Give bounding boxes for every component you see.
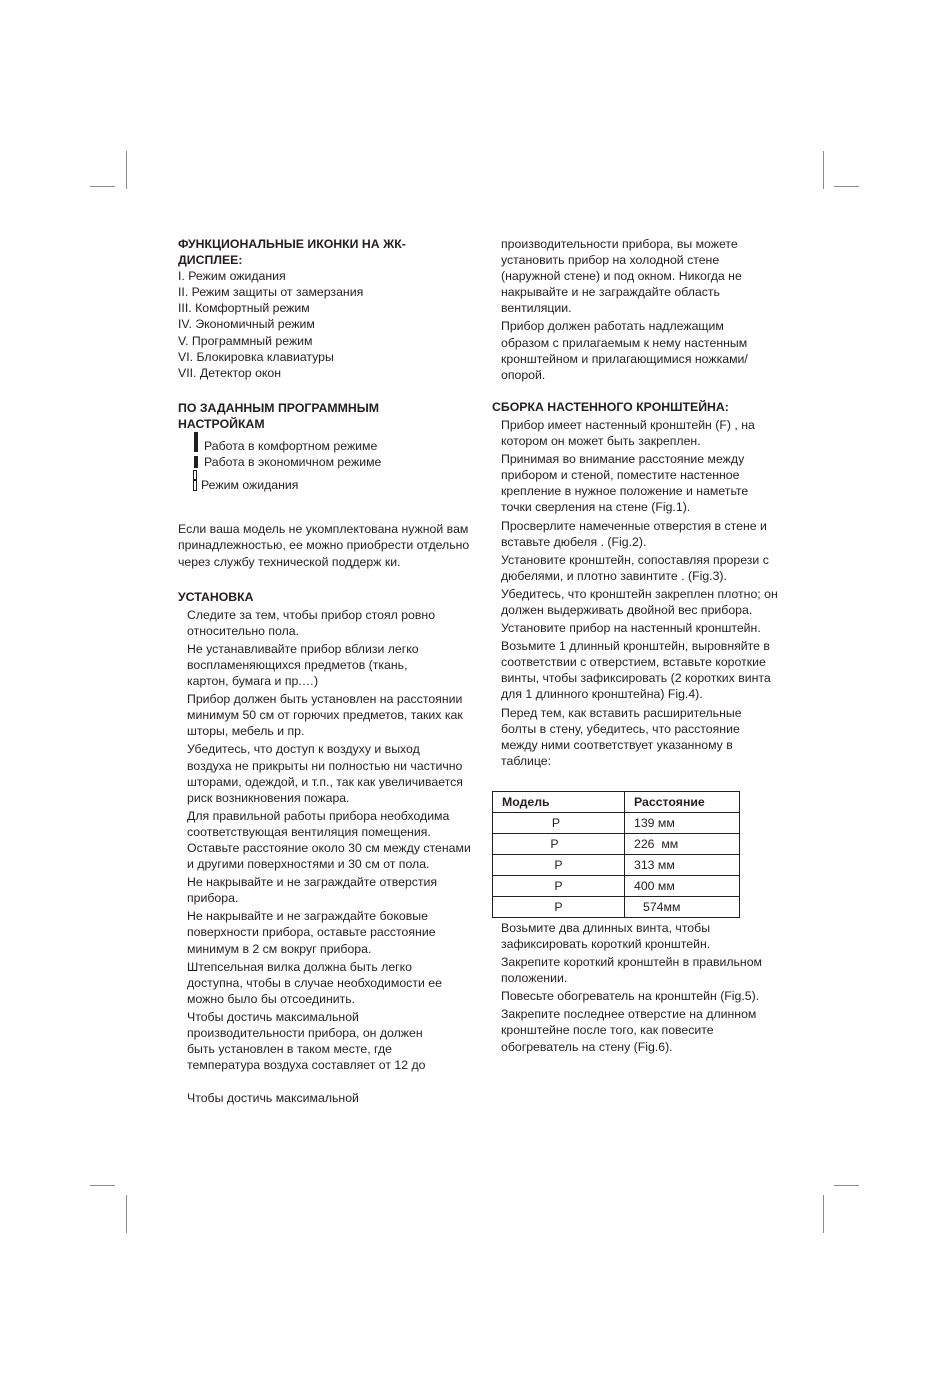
continuation-paragraph: производительности прибора, вы можете установить прибор на холодной стене (наружной стене) и под окном. Никогда не накрывайте и не заграждайте область вентиляции. — [501, 237, 742, 316]
table-cell-model: P — [493, 896, 625, 917]
bracket-paragraph: Установите кронштейн, сопоставляя прорези с дюбелями, и плотно завинтите . (Fig.3). — [501, 552, 769, 583]
lcd-icon-item: III. Комфортный режим — [178, 301, 310, 316]
lcd-icon-item: IV. Экономичный режим — [178, 317, 315, 332]
crop-mark-bottom-right-vertical — [823, 1195, 824, 1233]
bracket-paragraph: Установите прибор на настенный кронштейн. — [501, 621, 761, 636]
table-cell-distance: 313 мм — [625, 854, 740, 875]
installation-paragraph: Не устанавливайте прибор вблизи легко воспламеняющихся предметов (ткань, картон, бумага и пр.…) — [187, 641, 419, 689]
table-cell-distance: 574мм — [625, 896, 740, 917]
crop-mark-top-left-vertical — [126, 151, 127, 189]
table-cell-distance: 226 мм — [625, 833, 740, 854]
lcd-icon-item: VI. Блокировка клавиатуры — [178, 349, 334, 364]
table-header-row — [493, 791, 740, 812]
after-table-paragraph: Повесьте обогреватель на кронштейн (Fig.5). — [501, 989, 760, 1004]
table-cell-model: P — [493, 854, 625, 875]
bracket-paragraph: Принимая во внимание расстояние между прибором и стеной, поместите настенное крепление в нужное положение и наметьте точки сверления на стене (Fig.1). — [501, 452, 749, 515]
spacer — [178, 570, 478, 589]
outline-bar-icon — [193, 470, 197, 480]
installation-paragraph: Убедитесь, что доступ к воздуху и выход воздуха не прикрыты ни полностью ни частично шторами, одеждой, и т.п., так как увеличивается риск возникновения пожара. — [187, 742, 463, 805]
continuation-paragraphs — [492, 236, 792, 383]
spacer — [492, 385, 792, 399]
lcd-icon-item: I. Режим ожидания — [178, 269, 286, 284]
tall-dark-bar-icon — [194, 432, 198, 452]
installation-trailing-text: Чтобы достичь максимальной — [187, 1091, 359, 1106]
bracket-paragraph: Убедитесь, что кронштейн закреплен плотно; он должен выдерживать двойной вес прибора. — [501, 586, 778, 617]
crop-mark-bottom-right-horizontal — [834, 1185, 859, 1186]
crop-mark-bottom-left-horizontal — [90, 1185, 115, 1186]
table-header-model: Модель — [493, 791, 625, 812]
bracket-paragraph: Прибор имеет настенный кронштейн (F) , на котором он может быть закреплен. — [501, 417, 755, 449]
bracket-paragraph: Просверлите намеченные отверстия в стене и вставьте дюбеля . (Fig.2). — [501, 518, 767, 549]
installation-paragraph: Не накрывайте и не заграждайте боковые поверхности прибора, оставьте расстояние минимум в 2 см вокруг прибора. — [187, 909, 436, 956]
dark-bar-icon — [194, 456, 198, 468]
installation-paragraph: Не накрывайте и не заграждайте отверстия прибора. — [187, 875, 438, 906]
program-mode-item — [178, 438, 478, 454]
program-mode-label: Работа в комфортном режиме — [204, 439, 378, 454]
bracket-paragraph: Возьмите 1 длинный кронштейн, выровняйте в соответствии с отверстием, вставьте короткие винты, чтобы зафиксировать (2 коротких винта для 1 длинного кронштейна) Fig.4). — [501, 639, 771, 702]
bracket-paragraph: Перед тем, как вставить расширительные болты в стену, убедитесь, что расстояние между ними соответствует указанному в таблице: — [501, 705, 742, 768]
section-heading-wall-bracket: СБОРКА НАСТЕННОГО КРОНШТЕЙНА: — [492, 399, 729, 414]
distance-table — [492, 791, 740, 918]
after-table-paragraphs — [492, 920, 792, 1055]
program-mode-label: Работа в экономичном режиме — [204, 455, 382, 470]
section-heading-installation: УСТАНОВКА — [178, 589, 254, 604]
spacer — [178, 381, 478, 400]
program-mode-label: Режим ожидания — [201, 478, 299, 493]
lcd-icon-list — [178, 268, 478, 381]
spacer — [178, 493, 478, 521]
after-table-paragraph: Закрепите короткий кронштейн в правильном положении. — [501, 955, 763, 986]
accessory-note: Если ваша модель не укомплектована нужной вам принадлежностью, ее можно приобрести отдельно через службу технической поддерж ки. — [178, 522, 470, 569]
program-mode-list — [178, 438, 478, 493]
section-heading-lcd-icons: ФУНКЦИОНАЛЬНЫЕ ИКОНКИ НА ЖК-ДИСПЛЕЕ: — [178, 237, 406, 268]
table-cell-model: P — [493, 812, 625, 833]
table-cell-distance: 400 мм — [625, 875, 740, 896]
lcd-icon-item: VII. Детектор окон — [178, 365, 282, 380]
table-row — [493, 812, 740, 833]
crop-mark-top-left-horizontal — [90, 186, 115, 187]
right-column — [492, 236, 792, 1057]
table-cell-model: P — [493, 875, 625, 896]
lcd-icon-item: II. Режим защиты от замерзания — [178, 285, 364, 300]
installation-paragraph: Для правильной работы прибора необходима соответствующая вентиляция помещения. Оставьте расстояние около 30 см между стенами и другими поверхностями и 30 см от пола. — [187, 808, 471, 872]
crop-mark-top-right-horizontal — [834, 186, 859, 187]
outline-bar-icon — [193, 480, 197, 491]
crop-mark-top-right-vertical — [823, 151, 824, 189]
table-row — [493, 854, 740, 875]
program-mode-item — [178, 477, 478, 493]
bracket-paragraphs — [492, 417, 792, 769]
lcd-icon-item: V. Программный режим — [178, 333, 313, 348]
left-column — [178, 236, 478, 1108]
crop-mark-bottom-left-vertical — [126, 1195, 127, 1233]
continuation-paragraph: Прибор должен работать надлежащим образом с прилагаемым к нему настенным кронштейном и прилагающимися ножками/опорой. — [501, 319, 748, 382]
table-header-distance: Расстояние — [625, 791, 740, 812]
table-cell-model: P — [493, 833, 625, 854]
installation-paragraphs — [178, 607, 477, 1107]
installation-paragraph: Следите за тем, чтобы прибор стоял ровно относительно пола. — [187, 607, 436, 638]
section-heading-program-settings: ПО ЗАДАННЫМ ПРОГРАММНЫМ НАСТРОЙКАМ — [178, 400, 380, 431]
after-table-paragraph: Возьмите два длинных винта, чтобы зафиксировать короткий кронштейн. — [501, 920, 711, 951]
table-row — [493, 875, 740, 896]
installation-paragraph: Штепсельная вилка должна быть легко доступна, чтобы в случае необходимости ее можно было бы отсоединить. — [187, 959, 442, 1006]
after-table-paragraph: Закрепите последнее отверстие на длинном кронштейне после того, как повесите обогреватель на стену (Fig.6). — [501, 1007, 757, 1054]
table-row — [493, 833, 740, 854]
table-cell-distance: 139 мм — [625, 812, 740, 833]
installation-paragraph: Прибор должен быть установлен на расстоянии минимум 50 см от горючих предметов, таких как шторы, мебель и пр. — [187, 692, 463, 739]
program-mode-item — [178, 454, 478, 470]
table-row — [493, 896, 740, 917]
installation-paragraph: Чтобы достичь максимальной производительности прибора, он должен быть установлен в таком месте, где температура воздуха составляет от 12 до — [187, 1009, 426, 1073]
